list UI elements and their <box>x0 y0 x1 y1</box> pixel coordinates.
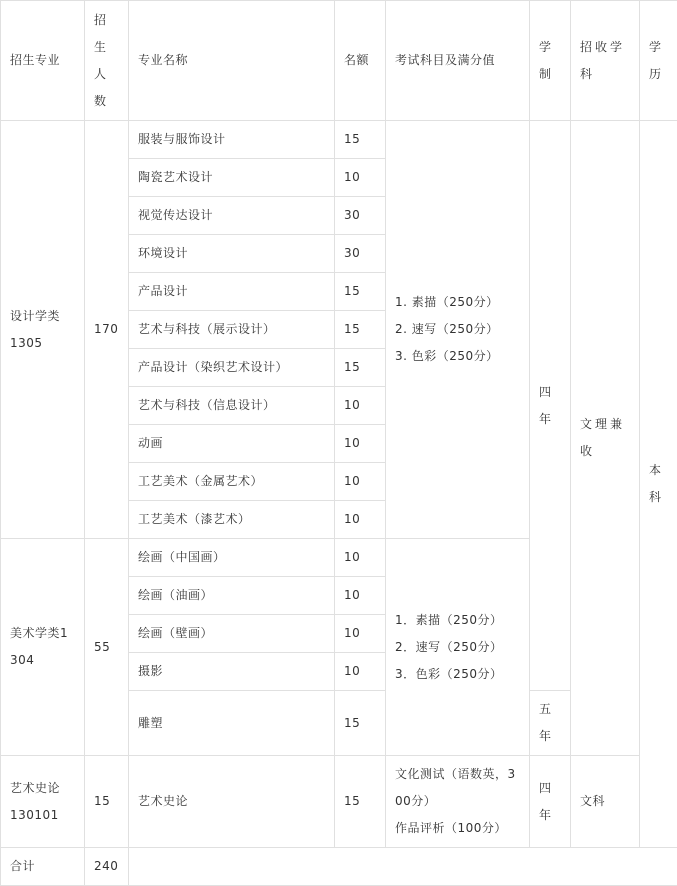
header-row <box>1 1 677 121</box>
exam-subjects-cell <box>386 539 530 756</box>
total-row <box>1 848 677 886</box>
category-name: 设计学类 <box>10 303 75 330</box>
major-quota: 30 <box>335 197 386 235</box>
major-name: 工艺美术（漆艺术） <box>129 501 335 539</box>
major-name: 摄影 <box>129 653 335 691</box>
major-name: 艺术与科技（信息设计） <box>129 387 335 425</box>
major-name: 服装与服饰设计 <box>129 121 335 159</box>
category-count: 55 <box>85 539 129 756</box>
major-quota: 10 <box>335 425 386 463</box>
duration-five-years: 五年 <box>530 691 571 756</box>
major-name: 产品设计（染织艺术设计） <box>129 349 335 387</box>
duration-four-years-history: 四年 <box>530 756 571 848</box>
category-cell <box>1 756 85 848</box>
header-quota: 名额 <box>335 1 386 121</box>
total-empty-cell <box>129 848 677 886</box>
header-exam-subjects: 考试科目及满分值 <box>386 1 530 121</box>
major-name: 绘画（中国画） <box>129 539 335 577</box>
major-quota: 10 <box>335 387 386 425</box>
exam-subjects-cell <box>386 756 530 848</box>
category-count: 15 <box>85 756 129 848</box>
exam-subjects-cell <box>386 121 530 539</box>
exam-subject: 2. 速写（250分） <box>395 316 520 343</box>
total-count: 240 <box>85 848 129 886</box>
major-name: 动画 <box>129 425 335 463</box>
category-code: 304 <box>10 647 75 674</box>
header-major-name: 专业名称 <box>129 1 335 121</box>
exam-subject: 00分） <box>395 788 520 815</box>
category-name: 艺术史论 <box>10 775 75 802</box>
major-name: 艺术史论 <box>129 756 335 848</box>
total-label: 合计 <box>1 848 85 886</box>
major-quota: 10 <box>335 615 386 653</box>
major-quota: 15 <box>335 311 386 349</box>
header-enrollment-stream: 招收学科 <box>571 1 640 121</box>
major-name: 艺术与科技（展示设计） <box>129 311 335 349</box>
major-name: 陶瓷艺术设计 <box>129 159 335 197</box>
major-name: 雕塑 <box>129 691 335 756</box>
major-name: 产品设计 <box>129 273 335 311</box>
major-name: 视觉传达设计 <box>129 197 335 235</box>
major-quota: 10 <box>335 463 386 501</box>
category-cell <box>1 121 85 539</box>
major-name: 工艺美术（金属艺术） <box>129 463 335 501</box>
major-quota: 10 <box>335 577 386 615</box>
exam-subject: 1. 素描（250分） <box>395 289 520 316</box>
exam-subject: 1．素描（250分） <box>395 607 520 634</box>
major-quota: 15 <box>335 349 386 387</box>
category-code: 130101 <box>10 802 75 829</box>
exam-subject: 3. 色彩（250分） <box>395 343 520 370</box>
major-quota: 15 <box>335 121 386 159</box>
stream-arts-and-science: 文理兼收 <box>571 121 640 756</box>
stream-arts: 文科 <box>571 756 640 848</box>
category-cell <box>1 539 85 756</box>
major-quota: 15 <box>335 691 386 756</box>
exam-subject: 2．速写（250分） <box>395 634 520 661</box>
major-quota: 10 <box>335 159 386 197</box>
category-name: 美术学类1 <box>10 620 75 647</box>
exam-subject: 作品评析（100分） <box>395 815 520 842</box>
header-major-category: 招生专业 <box>1 1 85 121</box>
major-quota: 15 <box>335 756 386 848</box>
header-degree-level: 学历 <box>640 1 677 121</box>
exam-subject: 3．色彩（250分） <box>395 661 520 688</box>
category-code: 1305 <box>10 330 75 357</box>
major-quota: 15 <box>335 273 386 311</box>
major-quota: 30 <box>335 235 386 273</box>
major-quota: 10 <box>335 653 386 691</box>
degree-undergraduate: 本科 <box>640 121 677 848</box>
major-quota: 10 <box>335 501 386 539</box>
category-count: 170 <box>85 121 129 539</box>
exam-subject: 文化测试（语数英，3 <box>395 761 520 788</box>
table-row <box>1 121 677 159</box>
header-enrollment-count: 招生人数 <box>85 1 129 121</box>
major-name: 环境设计 <box>129 235 335 273</box>
duration-four-years: 四年 <box>530 121 571 691</box>
major-quota: 10 <box>335 539 386 577</box>
major-name: 绘画（油画） <box>129 577 335 615</box>
major-name: 绘画（壁画） <box>129 615 335 653</box>
table-row <box>1 756 677 848</box>
header-duration: 学制 <box>530 1 571 121</box>
